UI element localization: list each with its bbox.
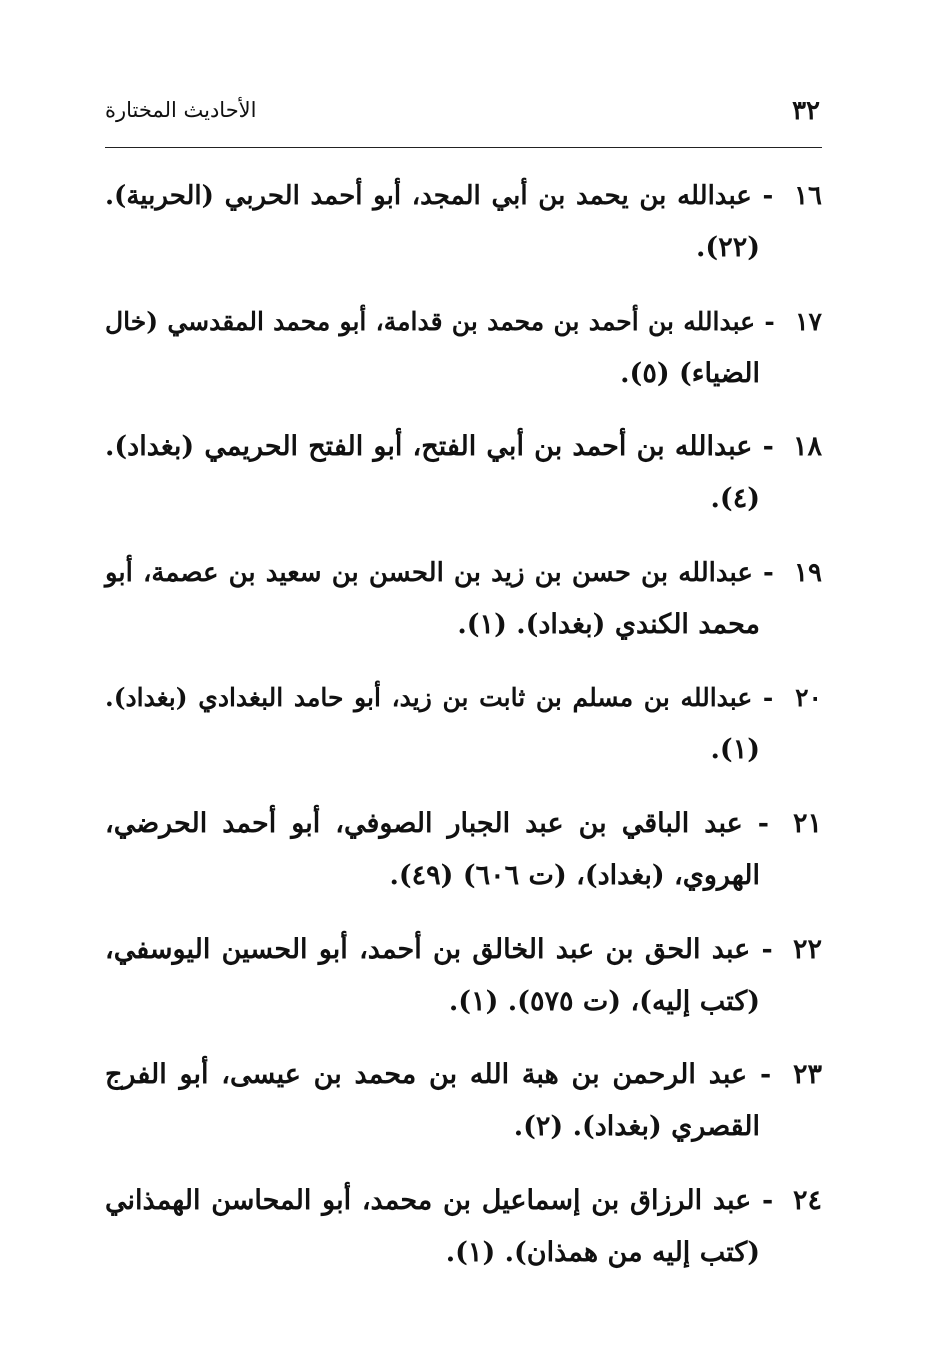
entry-number: ١٦ xyxy=(794,181,822,211)
entry-line-1 xyxy=(105,304,822,340)
entry-line-1 xyxy=(105,1183,822,1219)
entry-line-2: (كتب إليه من همذان). (١). xyxy=(445,1237,760,1268)
header-divider xyxy=(105,147,822,148)
entry-line-2: الضياء) (٥). xyxy=(620,358,760,389)
entry-text: - عبدالله بن مسلم بن ثابت بن زيد، أبو حامد البغدادي (بغداد). xyxy=(105,683,774,712)
entry-text: - عبدالله بن يحمد بن أبي المجد، أبو أحمد الحربي (الحربية). xyxy=(105,181,774,211)
entry-number: ٢٠ xyxy=(795,683,822,712)
page-header xyxy=(105,92,820,132)
entry-number: ٢٤ xyxy=(792,1185,822,1216)
entry-text: - عبد الباقي بن عبد الجبار الصوفي، أبو أحمد الحرضي، xyxy=(105,808,769,839)
entry-line-2: الهروي، (بغداد)، (ت ٦٠٦) (٤٩). xyxy=(389,860,760,891)
entry-text: - عبدالله بن أحمد بن محمد بن قدامة، أبو محمد المقدسي (خال xyxy=(105,307,775,336)
entry-text: - عبد الرزاق بن إسماعيل بن محمد، أبو المحاسن الهمذاني xyxy=(105,1185,774,1216)
entry-number: ٢٣ xyxy=(793,1059,823,1090)
entry-line-1 xyxy=(105,806,822,842)
entry-line-1 xyxy=(105,680,822,716)
entry-line-2: (٤). xyxy=(710,483,760,514)
entry-text: - عبد الحق بن عبد الخالق بن أحمد، أبو الحسين اليوسفي، xyxy=(105,934,773,965)
entry-number: ٢٢ xyxy=(792,934,822,965)
entry-line-2: القصري (بغداد). (٢). xyxy=(513,1111,760,1142)
entry-number: ١٩ xyxy=(794,558,822,588)
entry-line-1 xyxy=(105,429,822,465)
entry-line-1 xyxy=(105,555,822,591)
entry-text: - عبد الرحمن بن هبة الله بن محمد بن عيسى، أبو الفرج xyxy=(105,1059,772,1090)
entry-line-2: (١). xyxy=(710,734,760,765)
entry-line-2: (كتب إليه)، (ت ٥٧٥). (١). xyxy=(448,986,760,1017)
entry-line-2: محمد الكندي (بغداد). (١). xyxy=(457,609,760,640)
entry-line-1 xyxy=(105,178,822,214)
entry-number: ١٨ xyxy=(792,431,822,462)
entry-line-1 xyxy=(105,1057,822,1093)
entry-text: - عبدالله بن أحمد بن أبي الفتح، أبو الفتح الحريمي (بغداد). xyxy=(105,431,774,462)
page-number: ٣٢ xyxy=(792,96,820,126)
entry-text: - عبدالله بن حسن بن زيد بن الحسن بن سعيد بن عصمة، أبو xyxy=(105,558,774,588)
entry-number: ١٧ xyxy=(795,307,822,336)
entry-line-1 xyxy=(105,932,822,968)
running-title: الأحاديث المختارة xyxy=(105,98,257,122)
entry-line-2: (٢٢). xyxy=(696,232,760,263)
entry-number: ٢١ xyxy=(792,808,822,839)
